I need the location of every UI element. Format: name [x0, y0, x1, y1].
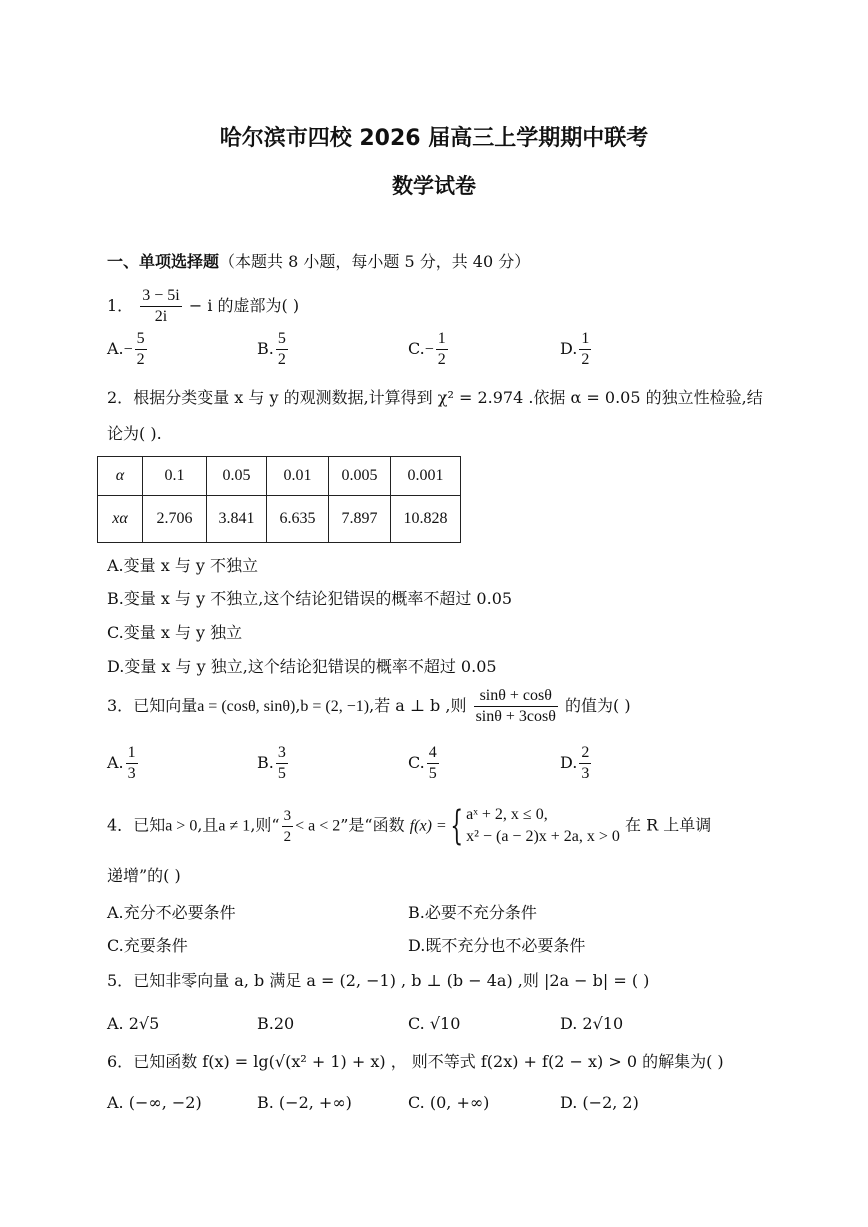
option-d [560, 329, 593, 370]
option-denominator: 2 [581, 351, 590, 368]
option-numerator: 2 [579, 743, 591, 764]
option-sign: − [123, 341, 133, 358]
fraction-numerator: sinθ + cosθ [474, 686, 558, 707]
option-numerator: 3 [276, 743, 288, 764]
table-cell: 0.1 [143, 457, 207, 496]
question-5 [107, 971, 649, 991]
option-label: D. [560, 339, 578, 358]
table-cell: 7.897 [329, 496, 391, 543]
option-sign: − [424, 341, 434, 358]
option-d: D.变量 x 与 y 独立,这个结论犯错误的概率不超过 0.05 [107, 657, 497, 676]
option-a: A.充分不必要条件 [107, 903, 236, 922]
vector-b-definition: b = (2, −1) [300, 698, 370, 715]
option-d: D.既不充分也不必要条件 [408, 936, 586, 955]
question-number: 6． [107, 1052, 134, 1071]
option-a: A. (−∞, −2) [107, 1093, 202, 1112]
option-c: C.充要条件 [107, 936, 188, 955]
option-b: B.20 [257, 1014, 295, 1033]
exam-subtitle: 数学试卷 [392, 174, 476, 198]
option-b: B. (−2, +∞) [257, 1093, 352, 1112]
option-numerator: 4 [427, 743, 439, 764]
fraction [140, 286, 181, 327]
question-number: 4． [107, 815, 134, 835]
option-label: A. [107, 339, 124, 358]
question-number: 1． [107, 296, 134, 315]
question-text: 已知 [133, 815, 166, 835]
option-a: A. 2√5 [107, 1014, 160, 1033]
table-cell: 0.005 [329, 457, 391, 496]
option-numerator: 5 [135, 329, 147, 350]
case-1: aˣ + 2, x ≤ 0, [466, 806, 548, 823]
fraction-numerator: 3 − 5i [140, 286, 181, 307]
table-cell: 0.05 [207, 457, 267, 496]
exam-title: 哈尔滨市四校 2026 届高三上学期期中联考 [219, 126, 649, 151]
option-c: C. (0, +∞) [408, 1093, 490, 1112]
question-tail: − i 的虚部为( ) [188, 296, 300, 315]
option-numerator: 1 [436, 329, 448, 350]
condition-a-not-one: a ≠ 1 [218, 817, 251, 835]
option-denominator: 2 [277, 351, 286, 368]
question-text: ,则“ [250, 815, 280, 835]
option-b [257, 743, 290, 784]
question-2 [107, 388, 763, 408]
option-denominator: 3 [127, 765, 136, 782]
condition-a-positive: a > 0 [165, 817, 198, 835]
table-cell: α [98, 457, 143, 496]
section-title: 一、单项选择题 [107, 252, 220, 271]
left-brace: { [450, 803, 463, 849]
question-3: 3．已知向量a = (cosθ, sinθ),b = (2, −1),若 a ⊥ b ,则 $\frac{\sin\theta + \cos\theta}{\sin\theta + 3\cos\theta}$ 的值为( ) [107, 687, 631, 725]
option-numerator: 5 [276, 329, 288, 350]
option-denominator: 2 [136, 351, 145, 368]
question-4 [107, 804, 711, 848]
question-2-line2: 论为( ). [107, 424, 162, 443]
option-d: D. 2√10 [560, 1014, 624, 1033]
option-b: B.必要不充分条件 [408, 903, 537, 922]
question-number: 2． [107, 388, 134, 407]
fraction-numerator: 3 [282, 806, 294, 827]
table-cell: 6.635 [267, 496, 329, 543]
option-numerator: 1 [126, 743, 138, 764]
vector-a-definition: a = (cosθ, sinθ) [197, 698, 296, 715]
question-number: 3． [107, 696, 134, 715]
case-2: x² − (a − 2)x + 2a, x > 0 [466, 828, 620, 845]
option-label: B. [257, 753, 274, 772]
option-denominator: 2 [437, 351, 446, 368]
option-a [107, 329, 149, 370]
table-cell: xα [98, 496, 143, 543]
table-cell: 2.706 [143, 496, 207, 543]
option-denominator: 5 [277, 765, 286, 782]
critical-value-table [97, 456, 461, 543]
option-a [107, 743, 140, 784]
option-label: C. [408, 753, 425, 772]
question-text: 已知非零向量 a, b 满足 a = (2, −1) , b ⊥ (b − 4a) ,则 |2a − b| = ( ) [133, 971, 650, 990]
fraction-denominator: 2 [283, 828, 292, 845]
question-tail: 的值为( ) [565, 696, 631, 715]
option-c: C.变量 x 与 y 独立 [107, 623, 243, 642]
table-cell: 10.828 [391, 496, 461, 543]
option-b: B.变量 x 与 y 不独立,这个结论犯错误的概率不超过 0.05 [107, 589, 513, 608]
option-denominator: 3 [581, 765, 590, 782]
piecewise-cases [466, 804, 620, 848]
option-label: D. [560, 753, 578, 772]
function-name: f(x) = [409, 817, 447, 835]
option-a: A.变量 x 与 y 不独立 [107, 556, 259, 575]
question-line: 根据分类变量 x 与 y 的观测数据,计算得到 χ² = 2.974 .依据 α = 0.05 的独立性检验,结 [133, 388, 763, 407]
question-text: 已知函数 f(x) = lg(√(x² + 1) + x) ， 则不等式 f(2x) + f(2 − x) > 0 的解集为( ) [133, 1052, 724, 1071]
question-text: 已知向量 [133, 696, 198, 715]
table-row [98, 457, 461, 496]
option-numerator: 1 [579, 329, 591, 350]
option-d [560, 743, 593, 784]
option-label: A. [107, 753, 124, 772]
section-note: （本题共 8 小题，每小题 5 分，共 40 分） [219, 252, 531, 271]
section-heading [107, 249, 530, 272]
question-tail: 在 R 上单调 [625, 815, 712, 835]
fraction-denominator: 2i [154, 308, 168, 325]
option-c [408, 743, 441, 784]
question-4-line2: 递增”的( ) [107, 866, 181, 885]
option-label: C. [408, 339, 425, 358]
table-cell: 0.01 [267, 457, 329, 496]
option-label: B. [257, 339, 274, 358]
question-number: 5． [107, 971, 134, 990]
inequality: < a < 2 [295, 817, 341, 835]
option-c: C. √10 [408, 1014, 461, 1033]
question-text: ,且 [197, 815, 219, 835]
option-d: D. (−2, 2) [560, 1093, 639, 1112]
question-6 [107, 1052, 724, 1072]
option-c [408, 329, 450, 370]
table-row [98, 496, 461, 543]
question-text: ”是“函数 [340, 815, 405, 835]
fraction-denominator: sinθ + 3cosθ [475, 708, 556, 725]
table-cell: 3.841 [207, 496, 267, 543]
option-b [257, 329, 290, 370]
table-cell: 0.001 [391, 457, 461, 496]
option-denominator: 5 [428, 765, 437, 782]
question-condition: ,若 a ⊥ b ,则 [369, 696, 467, 715]
question-1 [107, 286, 299, 327]
